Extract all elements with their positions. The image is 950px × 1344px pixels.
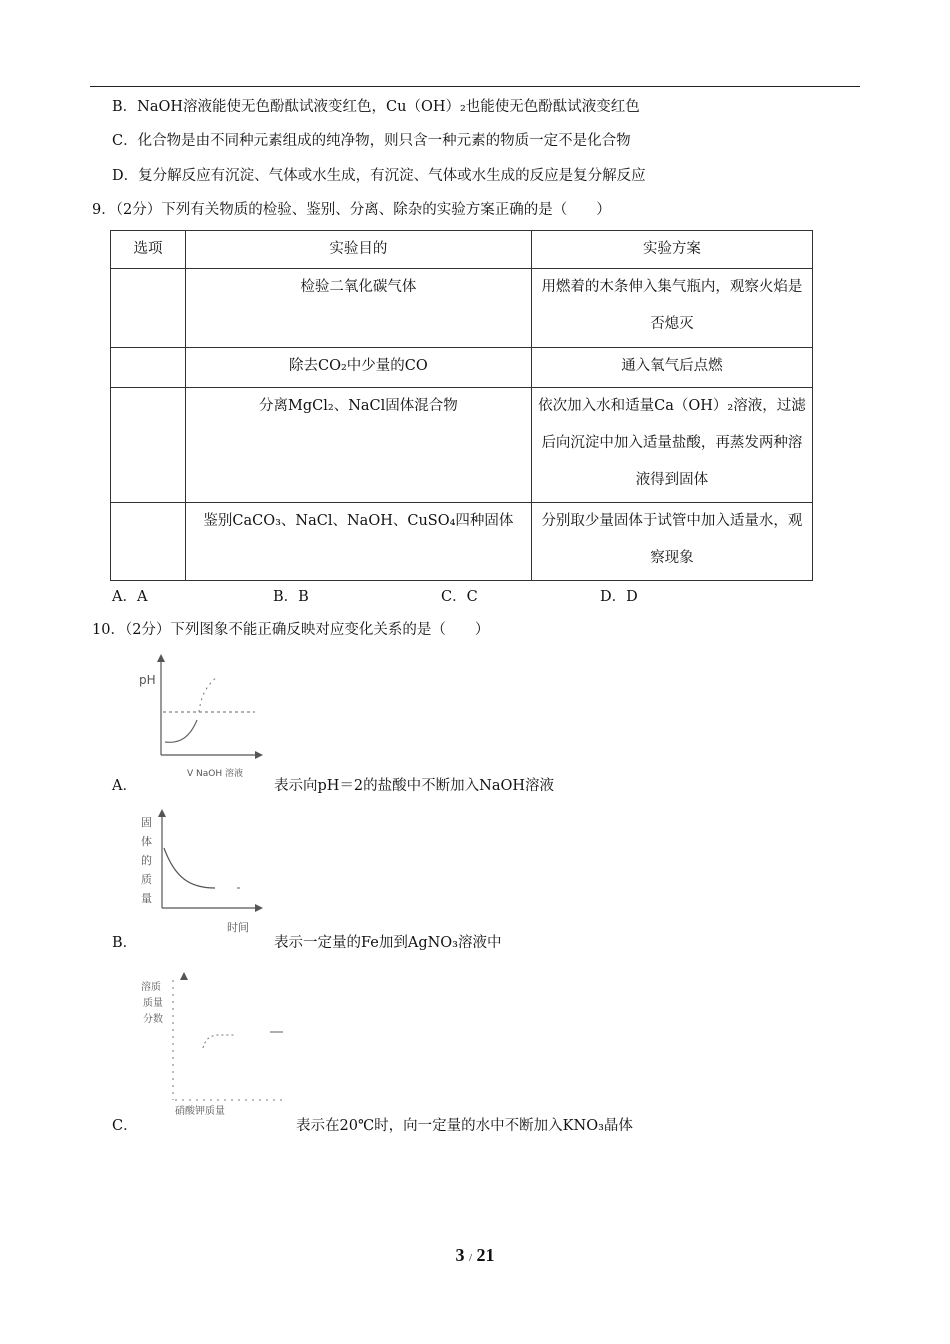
graph-c-ylabel: 溶质质量分数: [141, 982, 163, 1025]
graph-b: [135, 808, 270, 936]
q10-c-label: C．: [112, 1118, 138, 1134]
q8-option-b: B．NaOH溶液能使无色酚酞试液变红色，Cu（OH）₂也能使无色酚酞试液变红色: [112, 99, 640, 115]
row-plan: 依次加入水和适量Ca（OH）₂溶液，过滤后向沉淀中加入适量盐酸，再蒸发两种溶液得到固体: [531, 388, 812, 503]
page-current: 3: [455, 1245, 465, 1265]
graph-c: [135, 970, 295, 1120]
row-option: [111, 388, 186, 503]
q10-a-text: 表示向pH＝2的盐酸中不断加入NaOH溶液: [274, 778, 555, 794]
q10-a-label: A．: [112, 778, 137, 794]
row-purpose: 分离MgCl₂、NaCl固体混合物: [185, 388, 531, 503]
q9-choice-d: D．D: [600, 589, 638, 605]
header-option: 选项: [111, 231, 186, 269]
row-option: [111, 348, 186, 388]
table-row: [111, 388, 813, 503]
header-rule: [90, 86, 860, 87]
q10-b-text: 表示一定量的Fe加到AgNO₃溶液中: [274, 935, 502, 951]
q9-choice-c: C．C: [441, 589, 478, 605]
q9-stem: 9．（2分）下列有关物质的检验、鉴别、分离、除杂的实验方案正确的是（ ）: [92, 202, 611, 218]
graph-b-ylabel: 固体的质量: [141, 816, 152, 905]
table-row: [111, 348, 813, 388]
page-separator: /: [468, 1252, 473, 1264]
row-purpose: 检验二氧化碳气体: [185, 269, 531, 348]
row-option: [111, 269, 186, 348]
graph-b-xlabel: 时间: [227, 921, 249, 934]
page-number: [0, 1245, 950, 1266]
graph-a-xlabel: V NaOH 溶液: [187, 769, 243, 779]
header-plan: 实验方案: [531, 231, 812, 269]
q9-choice-b: B．B: [273, 589, 309, 605]
q8-option-d: D．复分解反应有沉淀、气体或水生成，有沉淀、气体或水生成的反应是复分解反应: [112, 168, 646, 184]
graph-a: [135, 652, 270, 782]
row-purpose: 鉴别CaCO₃、NaCl、NaOH、CuSO₄四种固体: [185, 503, 531, 581]
row-plan: 分别取少量固体于试管中加入适量水，观察现象: [531, 503, 812, 581]
graph-a-ylabel: pH: [139, 673, 156, 687]
q9-table: [110, 230, 813, 581]
graph-c-xlabel: 硝酸钾质量: [175, 1106, 225, 1117]
q9-choice-a: A．A: [112, 589, 148, 605]
q8-option-c: C．化合物是由不同种元素组成的纯净物，则只含一种元素的物质一定不是化合物: [112, 133, 631, 149]
row-plan: 用燃着的木条伸入集气瓶内，观察火焰是否熄灭: [531, 269, 812, 348]
table-row: [111, 503, 813, 581]
row-plan: 通入氧气后点燃: [531, 348, 812, 388]
table-row: [111, 269, 813, 348]
q10-c-text: 表示在20℃时，向一定量的水中不断加入KNO₃晶体: [296, 1118, 633, 1134]
table-header-row: [111, 231, 813, 269]
q10-b-label: B．: [112, 935, 138, 951]
row-option: [111, 503, 186, 581]
row-purpose: 除去CO₂中少量的CO: [185, 348, 531, 388]
page-total: 21: [476, 1245, 495, 1265]
header-purpose: 实验目的: [185, 231, 531, 269]
q10-stem: 10．（2分）下列图象不能正确反映对应变化关系的是（ ）: [92, 622, 490, 638]
